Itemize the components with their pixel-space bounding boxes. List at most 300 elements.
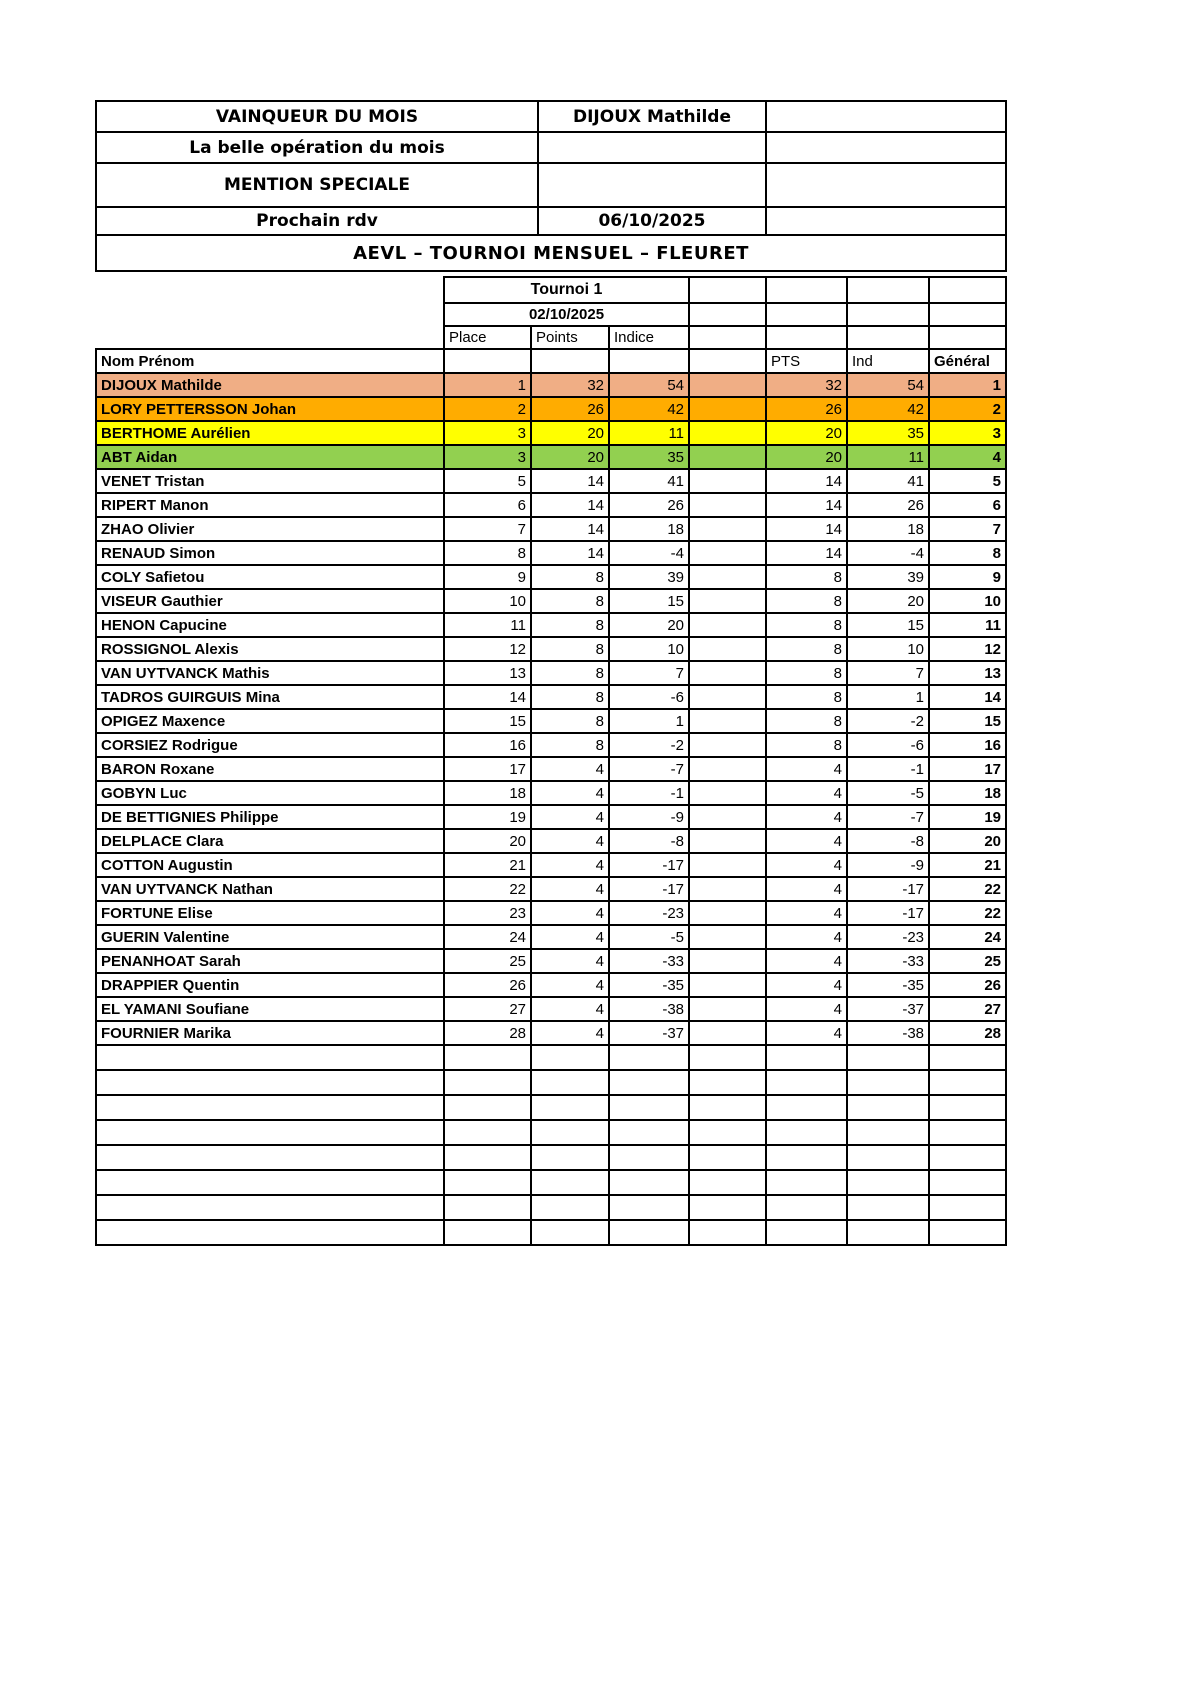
empty-cell: [847, 1045, 929, 1070]
cell-pts: 4: [766, 949, 847, 973]
empty-cell: [766, 303, 847, 326]
cell-indice: -4: [609, 541, 689, 565]
cell-place: 3: [444, 445, 531, 469]
cell-ind: -8: [847, 829, 929, 853]
cell-pts: 4: [766, 925, 847, 949]
cell-ind: -1: [847, 757, 929, 781]
empty-cell: [609, 1045, 689, 1070]
name-header-row: [96, 349, 1006, 373]
info-row: [96, 207, 1006, 235]
cell-name: ZHAO Olivier: [96, 517, 444, 541]
cell-general: 6: [929, 493, 1006, 517]
cell-points: 4: [531, 925, 609, 949]
cell-name: COLY Safietou: [96, 565, 444, 589]
cell-ind: 11: [847, 445, 929, 469]
empty-cell: [609, 1145, 689, 1170]
cell-name: TADROS GUIRGUIS Mina: [96, 685, 444, 709]
cell-points: 4: [531, 973, 609, 997]
cell-indice: 42: [609, 397, 689, 421]
gap-cell: [689, 757, 766, 781]
cell-points: 4: [531, 829, 609, 853]
cell-points: 8: [531, 589, 609, 613]
gap-cell: [689, 709, 766, 733]
cell-name: OPIGEZ Maxence: [96, 709, 444, 733]
cell-ind: 54: [847, 373, 929, 397]
cell-ind: 20: [847, 589, 929, 613]
empty-cell: [531, 1220, 609, 1245]
empty-cell: [689, 1145, 766, 1170]
cell-pts: 8: [766, 661, 847, 685]
empty-cell: [96, 1120, 444, 1145]
cell-name: FORTUNE Elise: [96, 901, 444, 925]
empty-row: [96, 1220, 1006, 1245]
cell-indice: 54: [609, 373, 689, 397]
cell-general: 26: [929, 973, 1006, 997]
empty-cell: [766, 1070, 847, 1095]
cell-indice: -23: [609, 901, 689, 925]
empty-cell: [847, 1220, 929, 1245]
cell-indice: 1: [609, 709, 689, 733]
empty-cell: [96, 1070, 444, 1095]
cell-general: 22: [929, 877, 1006, 901]
empty-cell: [847, 1120, 929, 1145]
cell-place: 28: [444, 1021, 531, 1045]
empty-cell: [609, 1120, 689, 1145]
cell-name: BARON Roxane: [96, 757, 444, 781]
cell-ind: 41: [847, 469, 929, 493]
empty-cell: [531, 1120, 609, 1145]
cell-place: 26: [444, 973, 531, 997]
cell-indice: 26: [609, 493, 689, 517]
empty-cell: [531, 1095, 609, 1120]
empty-row: [96, 1170, 1006, 1195]
cell-general: 24: [929, 925, 1006, 949]
ranking-row: [96, 757, 1006, 781]
info-label: VAINQUEUR DU MOIS: [96, 101, 538, 132]
cell-ind: -7: [847, 805, 929, 829]
ranking-row: [96, 997, 1006, 1021]
empty-cell: [929, 1120, 1006, 1145]
ranking-row: [96, 445, 1006, 469]
cell-name: GUERIN Valentine: [96, 925, 444, 949]
cell-ind: 1: [847, 685, 929, 709]
cell-indice: -7: [609, 757, 689, 781]
empty-cell: [766, 1195, 847, 1220]
ranking-table: [95, 276, 1007, 1246]
cell-points: 4: [531, 997, 609, 1021]
empty-cell: [929, 1070, 1006, 1095]
cell-place: 23: [444, 901, 531, 925]
cell-general: 16: [929, 733, 1006, 757]
ranking-row: [96, 901, 1006, 925]
empty-cell: [444, 1095, 531, 1120]
cell-ind: 26: [847, 493, 929, 517]
empty-cell: [929, 1045, 1006, 1070]
cell-place: 1: [444, 373, 531, 397]
cell-place: 21: [444, 853, 531, 877]
empty-cell: [766, 1095, 847, 1120]
cell-indice: 41: [609, 469, 689, 493]
cell-points: 20: [531, 445, 609, 469]
cell-place: 27: [444, 997, 531, 1021]
cell-points: 8: [531, 709, 609, 733]
empty-row: [96, 1195, 1006, 1220]
empty-cell: [609, 1220, 689, 1245]
cell-pts: 4: [766, 805, 847, 829]
cell-name: LORY PETTERSSON Johan: [96, 397, 444, 421]
cell-general: 4: [929, 445, 1006, 469]
cell-place: 25: [444, 949, 531, 973]
cell-name: HENON Capucine: [96, 613, 444, 637]
ranking-row: [96, 637, 1006, 661]
empty-cell: [766, 1170, 847, 1195]
empty-cell: [766, 277, 847, 303]
cell-general: 22: [929, 901, 1006, 925]
cell-indice: -5: [609, 925, 689, 949]
ranking-row: [96, 805, 1006, 829]
cell-indice: -8: [609, 829, 689, 853]
col-header-general: Général: [929, 349, 1006, 373]
empty-cell: [689, 1170, 766, 1195]
cell-points: 14: [531, 493, 609, 517]
info-extra-cell: [766, 132, 1006, 163]
empty-cell: [929, 1170, 1006, 1195]
cell-name: VAN UYTVANCK Nathan: [96, 877, 444, 901]
gap-cell: [689, 277, 766, 303]
cell-pts: 14: [766, 469, 847, 493]
cell-pts: 8: [766, 709, 847, 733]
spacer-cell: [96, 277, 444, 303]
empty-cell: [531, 1170, 609, 1195]
cell-general: 5: [929, 469, 1006, 493]
cell-name: VAN UYTVANCK Mathis: [96, 661, 444, 685]
ranking-row: [96, 781, 1006, 805]
empty-cell: [96, 1195, 444, 1220]
empty-cell: [444, 349, 531, 373]
ranking-row: [96, 1021, 1006, 1045]
info-extra-cell: [766, 163, 1006, 207]
cell-place: 24: [444, 925, 531, 949]
cell-place: 19: [444, 805, 531, 829]
cell-indice: 10: [609, 637, 689, 661]
cell-indice: -33: [609, 949, 689, 973]
ranking-row: [96, 925, 1006, 949]
empty-cell: [689, 1070, 766, 1095]
gap-cell: [689, 397, 766, 421]
cell-general: 17: [929, 757, 1006, 781]
gap-cell: [689, 949, 766, 973]
gap-cell: [689, 781, 766, 805]
info-row: [96, 163, 1006, 207]
cell-points: 8: [531, 733, 609, 757]
empty-cell: [929, 1195, 1006, 1220]
empty-cell: [444, 1220, 531, 1245]
cell-general: 20: [929, 829, 1006, 853]
gap-cell: [689, 925, 766, 949]
cell-indice: -2: [609, 733, 689, 757]
cell-place: 12: [444, 637, 531, 661]
cell-name: DIJOUX Mathilde: [96, 373, 444, 397]
cell-place: 17: [444, 757, 531, 781]
cell-ind: -38: [847, 1021, 929, 1045]
cell-general: 3: [929, 421, 1006, 445]
cell-points: 14: [531, 517, 609, 541]
cell-points: 4: [531, 757, 609, 781]
empty-row: [96, 1145, 1006, 1170]
empty-cell: [929, 1220, 1006, 1245]
cell-place: 22: [444, 877, 531, 901]
cell-general: 19: [929, 805, 1006, 829]
cell-pts: 4: [766, 973, 847, 997]
cell-points: 4: [531, 1021, 609, 1045]
gap-cell: [689, 901, 766, 925]
info-row: [96, 132, 1006, 163]
cell-place: 6: [444, 493, 531, 517]
cell-name: CORSIEZ Rodrigue: [96, 733, 444, 757]
gap-cell: [689, 733, 766, 757]
gap-cell: [689, 517, 766, 541]
cell-points: 4: [531, 853, 609, 877]
cell-ind: -23: [847, 925, 929, 949]
cell-ind: -35: [847, 973, 929, 997]
empty-cell: [531, 349, 609, 373]
cell-indice: -37: [609, 1021, 689, 1045]
gap-cell: [689, 1021, 766, 1045]
info-panel: [95, 100, 1007, 272]
tournament-title-row: [96, 277, 1006, 303]
cell-pts: 8: [766, 613, 847, 637]
cell-points: 8: [531, 685, 609, 709]
empty-cell: [609, 1095, 689, 1120]
ranking-row: [96, 613, 1006, 637]
cell-general: 10: [929, 589, 1006, 613]
cell-place: 15: [444, 709, 531, 733]
empty-cell: [689, 1045, 766, 1070]
cell-indice: -1: [609, 781, 689, 805]
info-label: MENTION SPECIALE: [96, 163, 538, 207]
cell-pts: 8: [766, 685, 847, 709]
ranking-row: [96, 949, 1006, 973]
cell-points: 26: [531, 397, 609, 421]
empty-cell: [96, 1045, 444, 1070]
cell-general: 7: [929, 517, 1006, 541]
empty-cell: [929, 277, 1006, 303]
gap-cell: [689, 661, 766, 685]
col-header-place: Place: [444, 326, 531, 349]
info-row: [96, 101, 1006, 132]
empty-cell: [531, 1145, 609, 1170]
tournament-banner: AEVL – TOURNOI MENSUEL – FLEURET: [96, 235, 1006, 271]
cell-place: 9: [444, 565, 531, 589]
cell-general: 13: [929, 661, 1006, 685]
cell-indice: -35: [609, 973, 689, 997]
empty-cell: [847, 1195, 929, 1220]
empty-cell: [609, 1170, 689, 1195]
empty-cell: [96, 1145, 444, 1170]
empty-cell: [689, 1120, 766, 1145]
empty-cell: [96, 1170, 444, 1195]
cell-name: GOBYN Luc: [96, 781, 444, 805]
banner-row: [96, 235, 1006, 271]
ranking-row: [96, 733, 1006, 757]
cell-general: 27: [929, 997, 1006, 1021]
cell-place: 2: [444, 397, 531, 421]
spacer-cell: [96, 326, 444, 349]
cell-pts: 4: [766, 901, 847, 925]
cell-name: ABT Aidan: [96, 445, 444, 469]
cell-indice: 18: [609, 517, 689, 541]
cell-name: COTTON Augustin: [96, 853, 444, 877]
ranking-row: [96, 397, 1006, 421]
cell-name: DRAPPIER Quentin: [96, 973, 444, 997]
cell-place: 11: [444, 613, 531, 637]
empty-cell: [847, 1095, 929, 1120]
gap-cell: [689, 877, 766, 901]
col-header-indice: Indice: [609, 326, 689, 349]
cell-name: ROSSIGNOL Alexis: [96, 637, 444, 661]
cell-points: 8: [531, 637, 609, 661]
ranking-row: [96, 853, 1006, 877]
cell-pts: 4: [766, 829, 847, 853]
cell-place: 8: [444, 541, 531, 565]
ranking-row: [96, 541, 1006, 565]
cell-place: 10: [444, 589, 531, 613]
cell-points: 4: [531, 949, 609, 973]
cell-points: 4: [531, 781, 609, 805]
cell-place: 18: [444, 781, 531, 805]
ranking-row: [96, 469, 1006, 493]
cell-place: 5: [444, 469, 531, 493]
cell-pts: 4: [766, 781, 847, 805]
cell-points: 4: [531, 805, 609, 829]
gap-cell: [689, 541, 766, 565]
cell-indice: 15: [609, 589, 689, 613]
empty-cell: [847, 1070, 929, 1095]
empty-cell: [609, 349, 689, 373]
cell-pts: 14: [766, 541, 847, 565]
ranking-row: [96, 517, 1006, 541]
cell-name: PENANHOAT Sarah: [96, 949, 444, 973]
cell-ind: 7: [847, 661, 929, 685]
cell-place: 16: [444, 733, 531, 757]
empty-cell: [766, 1045, 847, 1070]
cell-pts: 20: [766, 421, 847, 445]
ranking-row: [96, 661, 1006, 685]
cell-name: DELPLACE Clara: [96, 829, 444, 853]
cell-points: 8: [531, 661, 609, 685]
cell-general: 1: [929, 373, 1006, 397]
cell-general: 11: [929, 613, 1006, 637]
gap-cell: [689, 469, 766, 493]
column-header-row: [96, 326, 1006, 349]
empty-cell: [444, 1145, 531, 1170]
ranking-row: [96, 421, 1006, 445]
gap-cell: [689, 973, 766, 997]
gap-cell: [689, 685, 766, 709]
empty-cell: [847, 326, 929, 349]
empty-cell: [929, 326, 1006, 349]
gap-cell: [689, 805, 766, 829]
cell-ind: -17: [847, 901, 929, 925]
ranking-row: [96, 829, 1006, 853]
cell-name: EL YAMANI Soufiane: [96, 997, 444, 1021]
cell-name: BERTHOME Aurélien: [96, 421, 444, 445]
col-header-name: Nom Prénom: [96, 349, 444, 373]
empty-cell: [444, 1120, 531, 1145]
cell-ind: -6: [847, 733, 929, 757]
cell-general: 2: [929, 397, 1006, 421]
empty-cell: [444, 1170, 531, 1195]
cell-general: 28: [929, 1021, 1006, 1045]
empty-cell: [609, 1195, 689, 1220]
empty-row: [96, 1120, 1006, 1145]
cell-pts: 14: [766, 493, 847, 517]
cell-indice: -38: [609, 997, 689, 1021]
cell-name: DE BETTIGNIES Philippe: [96, 805, 444, 829]
cell-indice: 7: [609, 661, 689, 685]
cell-ind: -2: [847, 709, 929, 733]
info-extra-cell: [766, 207, 1006, 235]
cell-ind: 35: [847, 421, 929, 445]
info-label: Prochain rdv: [96, 207, 538, 235]
tournament-title: Tournoi 1: [444, 277, 689, 303]
cell-indice: -9: [609, 805, 689, 829]
empty-cell: [444, 1070, 531, 1095]
col-header-ind: Ind: [847, 349, 929, 373]
empty-cell: [929, 1095, 1006, 1120]
cell-name: RIPERT Manon: [96, 493, 444, 517]
cell-points: 20: [531, 421, 609, 445]
empty-cell: [689, 1220, 766, 1245]
cell-points: 8: [531, 565, 609, 589]
cell-indice: -17: [609, 853, 689, 877]
empty-cell: [847, 1145, 929, 1170]
gap-cell: [689, 829, 766, 853]
empty-cell: [766, 326, 847, 349]
ranking-row: [96, 589, 1006, 613]
spacer-cell: [96, 303, 444, 326]
cell-place: 7: [444, 517, 531, 541]
cell-indice: 11: [609, 421, 689, 445]
empty-cell: [929, 1145, 1006, 1170]
col-header-pts: PTS: [766, 349, 847, 373]
col-header-points: Points: [531, 326, 609, 349]
empty-cell: [96, 1095, 444, 1120]
cell-pts: 14: [766, 517, 847, 541]
gap-cell: [689, 421, 766, 445]
empty-row: [96, 1045, 1006, 1070]
empty-cell: [689, 1095, 766, 1120]
cell-general: 12: [929, 637, 1006, 661]
cell-ind: 15: [847, 613, 929, 637]
cell-place: 14: [444, 685, 531, 709]
cell-general: 9: [929, 565, 1006, 589]
cell-place: 20: [444, 829, 531, 853]
cell-name: RENAUD Simon: [96, 541, 444, 565]
ranking-row: [96, 973, 1006, 997]
cell-general: 25: [929, 949, 1006, 973]
cell-points: 14: [531, 541, 609, 565]
empty-cell: [847, 1170, 929, 1195]
cell-ind: 42: [847, 397, 929, 421]
cell-name: VENET Tristan: [96, 469, 444, 493]
cell-indice: 39: [609, 565, 689, 589]
cell-general: 14: [929, 685, 1006, 709]
cell-ind: -17: [847, 877, 929, 901]
info-value: 06/10/2025: [538, 207, 766, 235]
cell-pts: 4: [766, 757, 847, 781]
empty-cell: [444, 1045, 531, 1070]
